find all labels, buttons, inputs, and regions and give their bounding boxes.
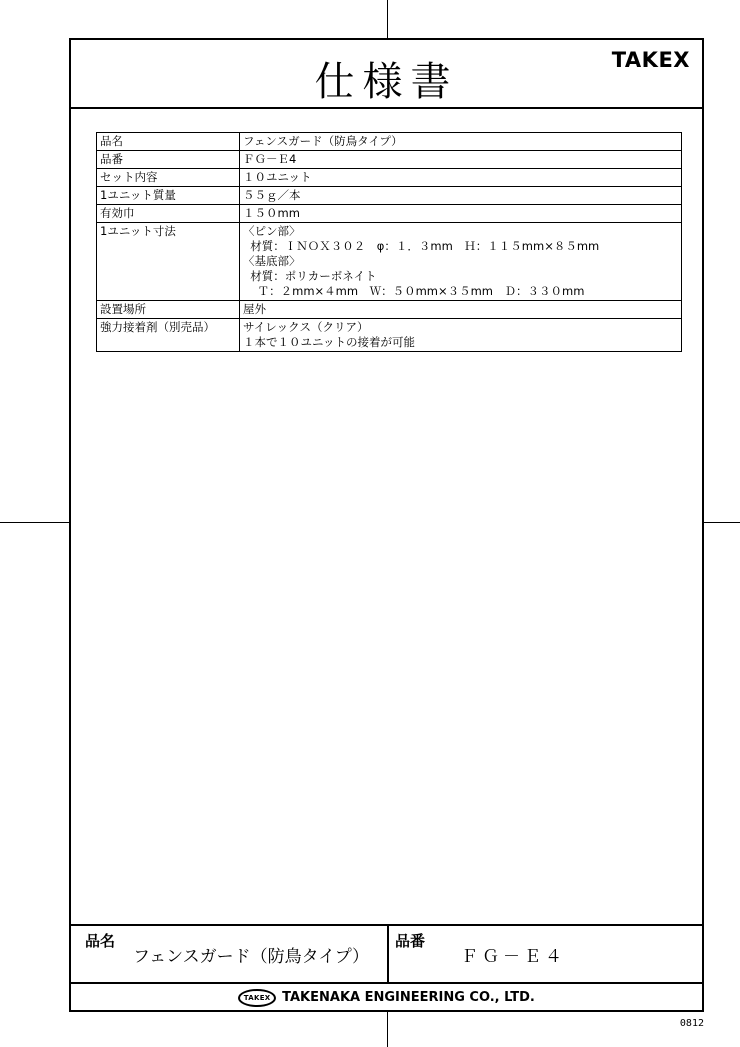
page-title: 仕様書 (314, 59, 459, 105)
spec-row (97, 205, 682, 223)
spec-row (97, 223, 682, 301)
crop-mark-right (704, 522, 740, 523)
spec-value (240, 187, 682, 205)
spec-row (97, 151, 682, 169)
spec-key: 品番 (97, 151, 240, 169)
document-code: 0812 (679, 1018, 704, 1029)
spec-value (240, 223, 682, 301)
crop-mark-top (387, 0, 388, 38)
footer-number-label: 品番 (395, 932, 426, 950)
spec-value-line: １０ユニット (243, 170, 312, 184)
spec-value-line: サイレックス（クリア） (243, 320, 369, 334)
spec-value (240, 133, 682, 151)
spec-value-line: ５５ｇ／本 (243, 188, 301, 202)
spec-value-line: Ｔ：２mm×４mm Ｗ：５０mm×３５mm Ｄ：３３０mm (243, 284, 585, 298)
spec-key: 1ユニット寸法 (97, 223, 240, 301)
spec-value-line: １５０mm (243, 206, 300, 220)
spec-value-line: １本で１０ユニットの接着が可能 (243, 335, 416, 349)
spec-key: 有効巾 (97, 205, 240, 223)
spec-key: 1ユニット質量 (97, 187, 240, 205)
spec-value-line: 材質：ポリカーボネイト (243, 269, 377, 283)
document-frame (69, 38, 704, 1012)
spec-value-line: 〈基底部〉 (243, 254, 301, 268)
spec-value (240, 151, 682, 169)
company-block (71, 984, 702, 1011)
footer-number-value: ＦＧ－Ｅ４ (461, 947, 566, 967)
spec-value-line: 屋外 (243, 302, 266, 316)
spec-value (240, 205, 682, 223)
footer-name-label: 品名 (85, 932, 116, 950)
spec-value-line: フェンスガード（防鳥タイプ） (243, 134, 403, 148)
footer-name-value: フェンスガード（防鳥タイプ） (133, 947, 369, 967)
spec-row (97, 133, 682, 151)
spec-value-line: ＦＧ－Ｅ4 (243, 152, 297, 166)
spec-value (240, 319, 682, 352)
spec-key: 品名 (97, 133, 240, 151)
spec-row (97, 187, 682, 205)
crop-mark-bottom (387, 1012, 388, 1047)
spec-key: 設置場所 (97, 301, 240, 319)
spec-row (97, 169, 682, 187)
spec-value-line: 材質：ＩＮＯＸ３０２ φ：１．３mm Ｈ：１１５mm×８５mm (243, 239, 600, 253)
spec-row (97, 301, 682, 319)
crop-mark-left (0, 522, 69, 523)
spec-value (240, 169, 682, 187)
footer-vertical-divider (387, 926, 389, 983)
brand-logo: TAKEX (611, 48, 690, 72)
header-divider (71, 107, 702, 109)
spec-table (96, 132, 682, 352)
company-logo: TAKEX (238, 989, 276, 1007)
spec-value-line: 〈ピン部〉 (243, 224, 301, 238)
spec-key: 強力接着剤（別売品） (97, 319, 240, 352)
spec-key: セット内容 (97, 169, 240, 187)
spec-value (240, 301, 682, 319)
company-name: TAKENAKA ENGINEERING CO., LTD. (282, 990, 535, 1005)
spec-row (97, 319, 682, 352)
